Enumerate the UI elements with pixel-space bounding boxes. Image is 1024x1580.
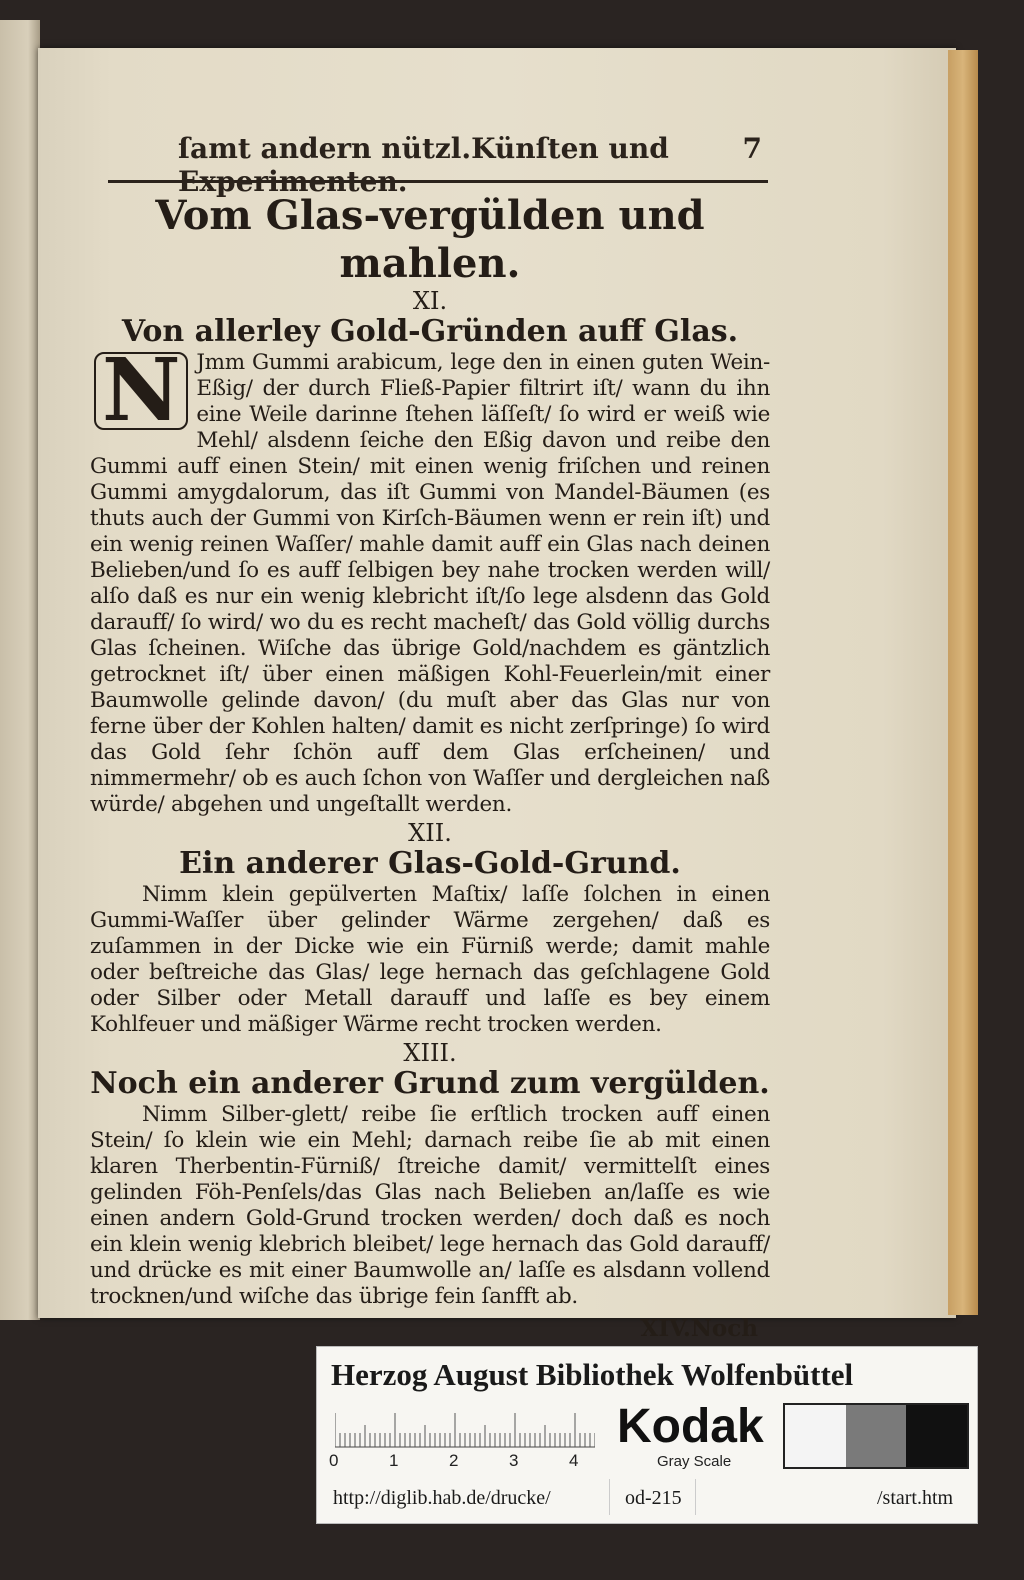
url-divider	[609, 1479, 610, 1515]
url-shelfmark: od-215	[625, 1487, 682, 1509]
url-base: http://diglib.hab.de/drucke/	[333, 1487, 551, 1509]
page-number: 7	[742, 132, 762, 165]
section-text-xii: Nimm klein gepülverten Maſtix/ laſſe ſolchen in einen Gummi-Waſſer über gelinder Wärme zergehen/ daß es zuſammen in der Dicke wie ein Fürniß werde; damit mahle oder beſtreiche das Glas/ lege hernach das geſchlagene Gold oder Silber oder Metall darauff und laſſe es bey einem Kohlfeuer und mäßiger Wärme recht trocken werden.	[90, 882, 770, 1037]
ruler-labels	[329, 1451, 589, 1473]
ruler-label: 0	[329, 1451, 339, 1470]
text-block	[90, 192, 770, 1344]
section-title-xi: Von allerley Gold-Gründen auff Glas.	[121, 314, 739, 349]
ruler-label: 2	[449, 1451, 459, 1470]
gray-swatches	[783, 1403, 969, 1469]
section-title-xiii: Noch ein anderer Grund zum vergülden.	[90, 1066, 770, 1101]
section-text-xiii: Nimm Silber-glett/ reibe ſie erſtlich trocken auff einen Stein/ ſo klein wie ein Mehl; darnach reibe ſie ab mit einen klaren Therbentin-Fürniß/ ſtreiche damit/ vermittelſt eines gelinden Föh-Penſels/das Glas nach Belieben an/laſſe es wie einen andern Gold-Grund trocken werden/ doch daß es noch ein klein wenig klebrich bleibet/ lege hernach das Gold darauff/ und drücke es mit einer Baumwolle an/ laſſe es alsdann vollend trocknen/und wiſche das übrige fein ſanfft ab.	[90, 1102, 770, 1309]
swatch-dark	[906, 1405, 967, 1467]
swatch-mid	[846, 1405, 907, 1467]
kodak-logo: Kodak	[617, 1400, 764, 1453]
running-head-text: ſamt andern nützl.Künſten und Experimenten.	[178, 132, 669, 198]
section-body-xi: Jmm Gummi arabicum, lege den in einen guten Wein-Eßig/ der durch Fließ-Papier filtrirt iſt/ wann du ihn eine Weile darinne ſtehen läſſeſt/ ſo wird er weiß wie Mehl/ alsdenn ſeiche den Eßig davon und reibe den Gummi auff einen Stein/ mit einen wenig friſchen und reinen Gummi amygdalorum, das iſt Gummi von Mandel-Bäumen (es thuts auch der Gummi von Kirſch-Bäumen wenn er rein iſt) und ein wenig reinen Waſſer/ mahle damit auff ein Glas nach deinen Belieben/und ſo es auff ſelbigen bey nahe trocken werden will/ alſo daß es nur ein wenig klebricht iſt/ſo lege alsdenn das Gold darauff/ ſo wird/ wo du es recht macheſt/ das Gold völlig durchs Glas ſcheinen. Wiſche das übrige Gold/nachdem es gäntzlich getrocknet iſt/ über einen mäßigen Kohl-Feuerlein/mit einer Baumwolle gelinde davon/ (du muſt aber das Glas nur von ferne über der Kohlen halten/ damit es nicht zerſpringe) ſo wird das Gold ſehr ſchön auff dem Glas erſcheinen/ und nimmermehr/ ob es auch ſchon von Waſſer und dergleichen naß würde/ abgehen und ungeſtallt werden.	[90, 350, 770, 817]
library-name: Herzog August Bibliothek Wolfenbüttel	[331, 1357, 854, 1392]
ruler-label: 3	[509, 1451, 519, 1470]
section-number-xi: XI.	[412, 287, 448, 315]
ruler-label: 1	[389, 1451, 399, 1470]
main-title: Vom Glas-vergülden und mahlen.	[155, 192, 705, 287]
section-number-xiii: XIII.	[403, 1039, 457, 1067]
catchword: XIV.Noch	[640, 1315, 758, 1342]
ruler	[335, 1411, 595, 1451]
url-divider	[695, 1479, 696, 1515]
running-head	[108, 128, 768, 198]
library-card	[316, 1346, 978, 1524]
page-fore-edge	[948, 50, 978, 1315]
left-page-edge	[0, 20, 40, 1320]
url-suffix: /start.htm	[877, 1487, 954, 1509]
dropcap: N	[94, 352, 188, 430]
swatch-light	[785, 1405, 846, 1467]
section-text-xi	[90, 340, 770, 818]
section-title-xii: Ein anderer Glas-Gold-Grund.	[179, 846, 681, 881]
gray-scale-label: Gray Scale	[657, 1453, 732, 1470]
ruler-label: 4	[569, 1451, 579, 1470]
section-number-xii: XII.	[408, 819, 452, 847]
